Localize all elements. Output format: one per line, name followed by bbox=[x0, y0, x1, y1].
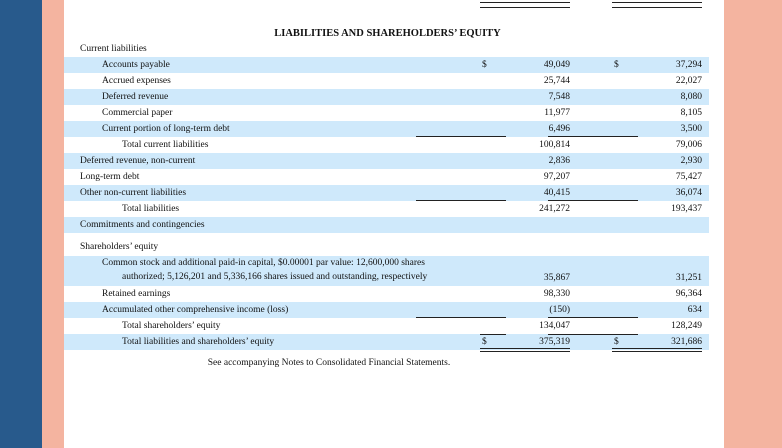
table-row bbox=[64, 256, 709, 286]
row-label: Total shareholders’ equity bbox=[122, 321, 221, 331]
value-col2: 96,364 bbox=[675, 289, 702, 299]
table-row bbox=[64, 239, 709, 255]
table-row bbox=[64, 318, 709, 334]
value-col1: 35,867 bbox=[543, 273, 570, 283]
value-col1: 49,049 bbox=[543, 60, 570, 70]
table-row bbox=[64, 89, 709, 105]
left-margin bbox=[42, 0, 64, 448]
row-label: Accumulated other comprehensive income (loss) bbox=[102, 305, 289, 315]
value-col2: 22,027 bbox=[675, 76, 702, 86]
table-row bbox=[64, 302, 709, 318]
value-col2: 8,105 bbox=[680, 108, 702, 118]
value-col1: 97,207 bbox=[543, 172, 570, 182]
value-col1: 134,047 bbox=[539, 321, 570, 331]
row-label: Shareholders’ equity bbox=[80, 242, 159, 252]
top-double-rule-col2 bbox=[612, 2, 702, 8]
table-row bbox=[64, 105, 709, 121]
row-label: Other non-current liabilities bbox=[80, 188, 187, 198]
value-col2: 31,251 bbox=[675, 273, 702, 283]
value-col2: 321,686 bbox=[671, 337, 702, 347]
top-double-rule-col1 bbox=[480, 2, 570, 8]
currency-symbol: $ bbox=[614, 337, 619, 347]
row-label: Deferred revenue, non-current bbox=[80, 156, 196, 166]
table-row bbox=[64, 41, 709, 57]
value-col2: 36,074 bbox=[675, 188, 702, 198]
value-col2: 75,427 bbox=[675, 172, 702, 182]
row-label: Total liabilities and shareholders’ equity bbox=[122, 337, 275, 347]
value-col2: 193,437 bbox=[671, 204, 702, 214]
table-row bbox=[64, 73, 709, 89]
value-col2: 2,930 bbox=[680, 156, 702, 166]
table-row bbox=[64, 121, 709, 137]
table-row bbox=[64, 137, 709, 153]
value-col1: 6,496 bbox=[548, 124, 570, 134]
total-double-rule bbox=[612, 348, 702, 352]
row-label: Common stock and additional paid-in capital, $0.00001 par value: 12,600,000 shares bbox=[102, 258, 425, 268]
table-row bbox=[64, 57, 709, 73]
value-col1: 375,319 bbox=[539, 337, 570, 347]
table-row bbox=[64, 169, 709, 185]
table-row bbox=[64, 185, 709, 201]
footnote: See accompanying Notes to Consolidated Financial Statements. bbox=[207, 358, 451, 368]
right-margin bbox=[724, 0, 782, 448]
row-label: Accrued expenses bbox=[102, 76, 171, 86]
value-col1: 2,836 bbox=[548, 156, 570, 166]
value-col2: 79,006 bbox=[675, 140, 702, 150]
row-label: Commercial paper bbox=[102, 108, 173, 118]
row-label: Retained earnings bbox=[102, 289, 171, 299]
value-col1: 25,744 bbox=[543, 76, 570, 86]
value-col1: 98,330 bbox=[543, 289, 570, 299]
total-top-rule bbox=[548, 334, 638, 335]
value-col1: 40,415 bbox=[543, 188, 570, 198]
value-col1: 241,272 bbox=[539, 204, 570, 214]
row-label: Commitments and contingencies bbox=[80, 220, 205, 230]
row-label: Current portion of long-term debt bbox=[102, 124, 230, 134]
currency-symbol: $ bbox=[482, 60, 487, 70]
value-col1: (150) bbox=[549, 305, 570, 315]
value-col1: 100,814 bbox=[539, 140, 570, 150]
left-blue-sidebar bbox=[0, 0, 42, 448]
table-row bbox=[64, 286, 709, 302]
row-label: Deferred revenue bbox=[102, 92, 169, 102]
table-row bbox=[64, 201, 709, 217]
table-row bbox=[64, 153, 709, 169]
value-col2: 3,500 bbox=[680, 124, 702, 134]
value-col2: 8,080 bbox=[680, 92, 702, 102]
currency-symbol: $ bbox=[614, 60, 619, 70]
row-label: Total liabilities bbox=[122, 204, 180, 214]
section-title: LIABILITIES AND SHAREHOLDERS’ EQUITY bbox=[274, 28, 501, 39]
row-label: Current liabilities bbox=[80, 44, 147, 54]
table-row bbox=[64, 217, 709, 233]
row-label: Total current liabilities bbox=[122, 140, 209, 150]
value-col2: 634 bbox=[687, 305, 702, 315]
row-label: Long-term debt bbox=[80, 172, 140, 182]
total-top-rule bbox=[480, 334, 506, 335]
value-col1: 11,977 bbox=[544, 108, 570, 118]
value-col2: 37,294 bbox=[675, 60, 702, 70]
value-col1: 7,548 bbox=[548, 92, 570, 102]
total-double-rule bbox=[480, 348, 570, 352]
value-col2: 128,249 bbox=[671, 321, 702, 331]
row-label-continued: authorized; 5,126,201 and 5,336,166 shares issued and outstanding, respectively bbox=[122, 272, 428, 282]
currency-symbol: $ bbox=[482, 337, 487, 347]
row-label: Accounts payable bbox=[102, 60, 170, 70]
